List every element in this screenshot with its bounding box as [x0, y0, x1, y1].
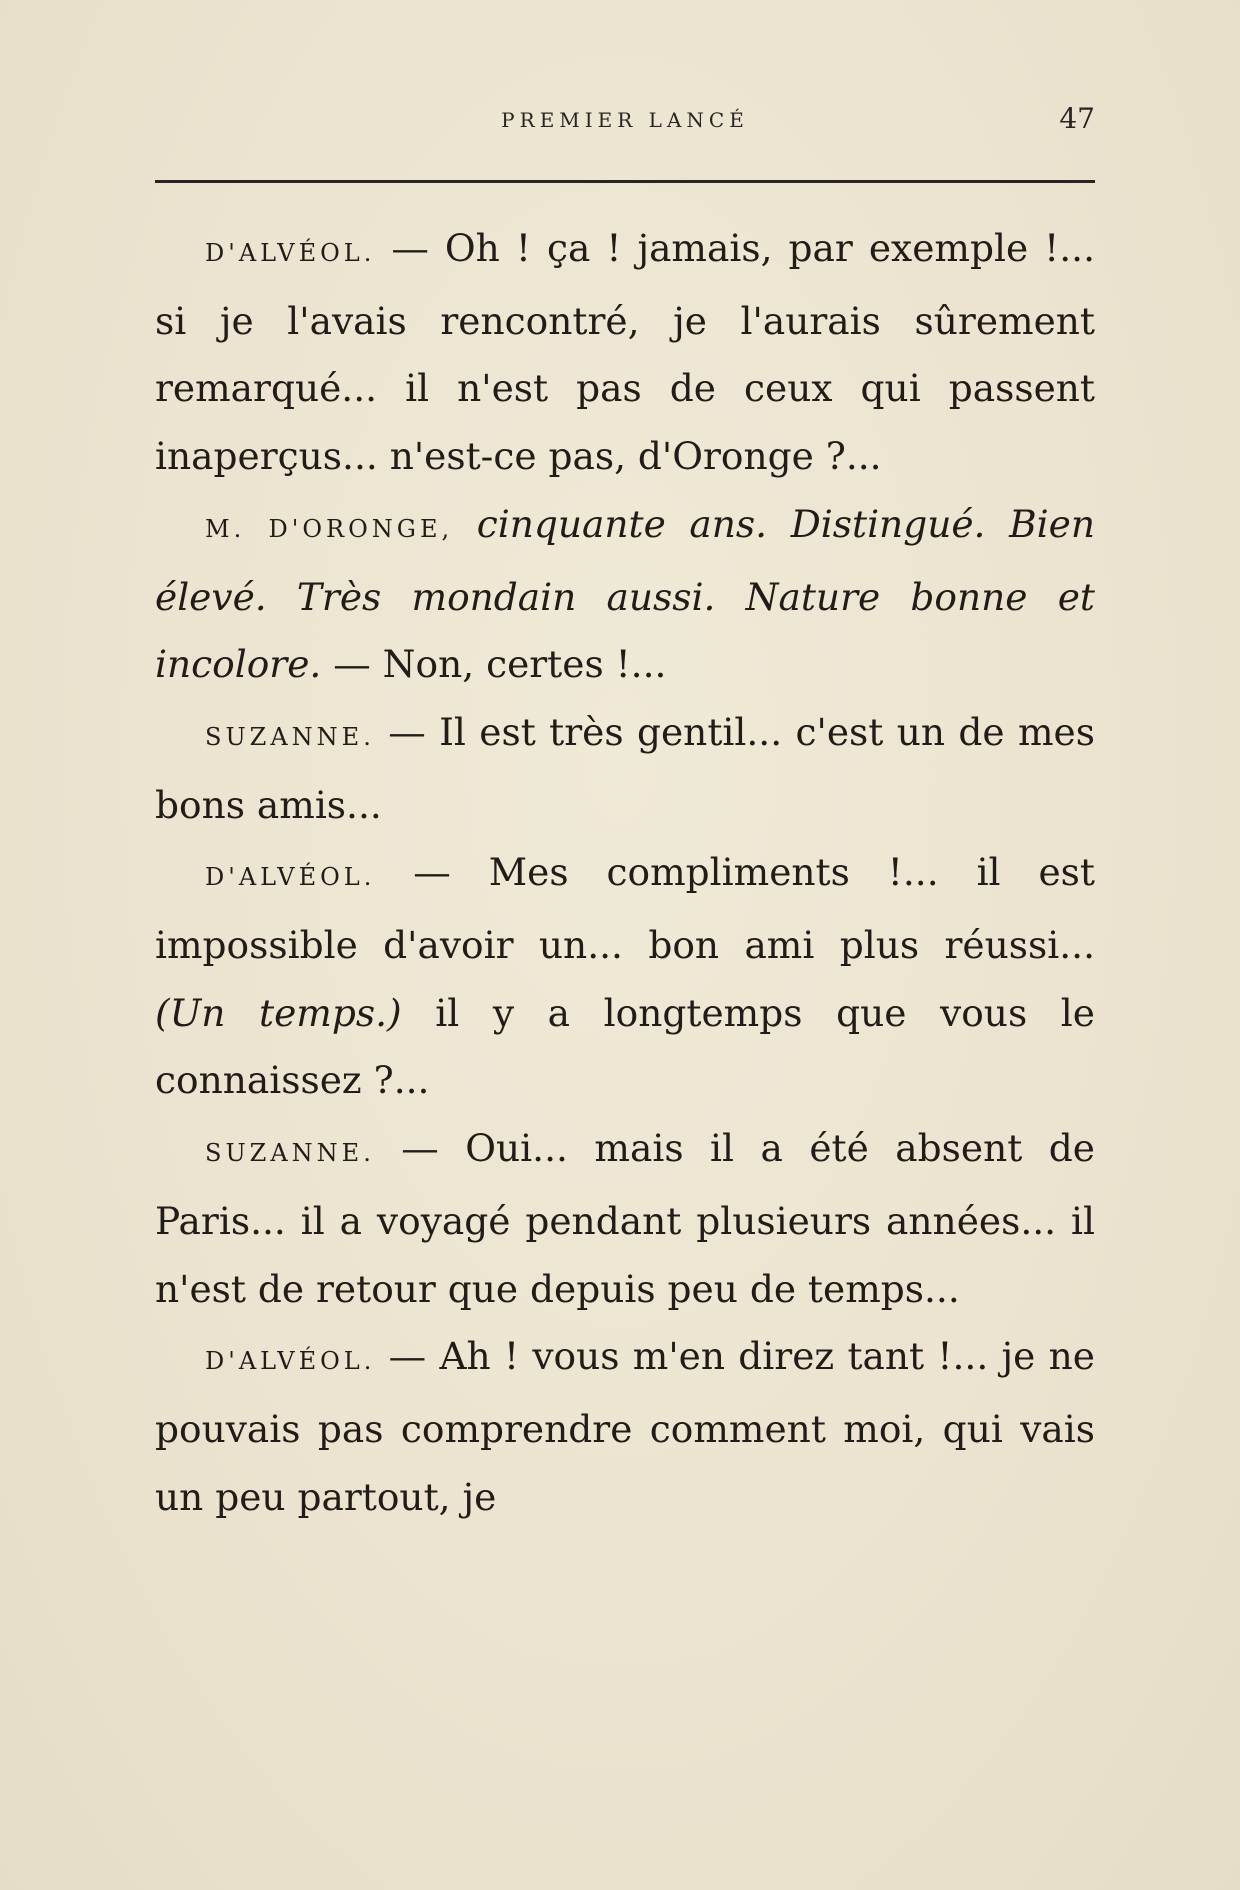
- speaker-name: SUZANNE.: [205, 1139, 375, 1168]
- dialogue-text: — Oui... mais il a été absent de Paris... il a voyagé pendant plusieurs années... il n'est de retour que depuis peu de temps...: [155, 1126, 1095, 1311]
- paragraph-5: [155, 1115, 1095, 1323]
- paragraph-6: [155, 1323, 1095, 1531]
- dialogue-text-continued: il y a longtemps que vous le connaissez ?...: [155, 990, 1095, 1103]
- stage-direction: (Un temps.): [155, 990, 402, 1035]
- dialogue-text: — Mes compliments !... il est impossible d'avoir un... bon ami plus réussi...: [155, 850, 1095, 968]
- dialogue-text: — Ah ! vous m'en direz tant !... je ne pouvais pas comprendre comment moi, qui vais un peu partout, je: [155, 1334, 1095, 1519]
- dialogue-text: — Il est très gentil... c'est un de mes bons amis...: [155, 709, 1095, 827]
- speaker-name: SUZANNE.: [205, 722, 375, 751]
- speaker-name: D'ALVÉOL.: [205, 863, 376, 892]
- running-title: PREMIER LANCÉ: [501, 108, 749, 132]
- header-rule: [155, 180, 1095, 183]
- page-body: [155, 215, 1095, 1531]
- speaker-name: D'ALVÉOL.: [205, 239, 376, 267]
- dialogue-text: — Non, certes !...: [321, 642, 667, 687]
- page-header: [155, 100, 1095, 150]
- stage-direction: cinquante ans. Distingué. Bien élevé. Très mondain aussi. Nature bonne et incolore.: [155, 501, 1095, 687]
- paragraph-2: [155, 491, 1095, 699]
- speaker-name: D'ALVÉOL.: [205, 1347, 376, 1376]
- paragraph-4: [155, 839, 1095, 1115]
- dialogue-text: — Oh ! ça ! jamais, par exemple !... si je l'avais rencontré, je l'aurais sûrement remarqué... il n'est pas de ceux qui passent inaperçus... n'est-ce pas, d'Oronge ?...: [155, 226, 1095, 479]
- paragraph-3: [155, 699, 1095, 839]
- page-number: 47: [1059, 102, 1095, 135]
- paragraph-1: [155, 215, 1095, 491]
- speaker-name: M. D'ORONGE,: [205, 514, 454, 543]
